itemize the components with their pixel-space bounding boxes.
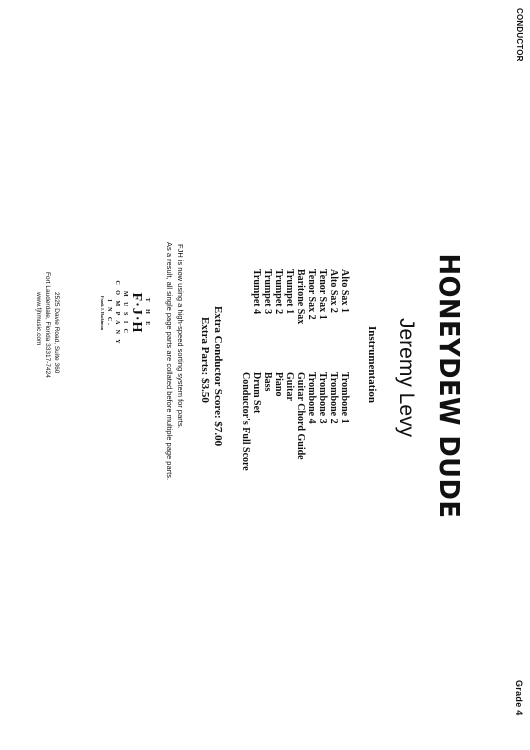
instrument-item: Trumpet 4	[251, 269, 262, 315]
instrument-item: Alto Sax 1	[339, 269, 350, 313]
instrument-item: Piano	[273, 372, 284, 397]
grade-label: Grade 4	[514, 680, 524, 716]
logo-the: T H E	[144, 297, 150, 329]
instrument-item: Conductor's Full Score	[240, 372, 251, 471]
logo-inc: I N C.	[106, 299, 112, 327]
instrument-item: Drum Set	[251, 372, 262, 414]
instrument-item: Bass	[262, 372, 273, 392]
publisher-street: 2525 Davie Road, Suite 360	[53, 292, 60, 374]
extra-score-price: Extra Conductor Score: $7.00	[212, 306, 224, 447]
logo-company: C O M P A N Y	[114, 280, 120, 346]
composer-name: Jeremy Levy	[395, 318, 418, 438]
instrument-item: Trumpet 1	[284, 269, 295, 315]
instrumentation-heading: Instrumentation	[366, 326, 378, 404]
instrument-item: Trombone 3	[317, 372, 328, 424]
sorting-note-line-2: As a result, all single page parts are collated before multiple page parts.	[165, 242, 174, 481]
instrument-item: Trombone 2	[328, 372, 339, 424]
logo-music: M U S I C	[122, 290, 128, 335]
instrument-item: Baritone Sax	[295, 269, 306, 325]
instrument-item: Guitar	[284, 372, 295, 401]
conductor-label: CONDUCTOR	[515, 8, 524, 62]
sorting-note-line-1: FJH is now using a high-speed sorting system for parts.	[176, 244, 185, 429]
instrument-list-left	[251, 269, 350, 324]
extra-parts-price: Extra Parts: $3.50	[199, 317, 211, 403]
instrument-item: Tenor Sax 2	[306, 269, 317, 320]
instrument-item: Trombone 1	[339, 372, 350, 424]
instrument-item: Guitar Chord Guide	[295, 372, 306, 460]
instrument-item: Trombone 4	[306, 372, 317, 424]
publisher-website: www.fjhmusic.com	[35, 292, 42, 346]
instrument-item: Trumpet 3	[262, 269, 273, 315]
instrument-item: Tenor Sax 1	[317, 269, 328, 320]
instrument-item: Trumpet 2	[273, 269, 284, 315]
publisher-logo	[80, 278, 150, 348]
publisher-city: Fort Lauderdale, Florida 33317-7424	[44, 272, 51, 378]
logo-founder: Frank J. Hackinson	[100, 296, 105, 330]
instrument-item: Alto Sax 2	[328, 269, 339, 313]
instrument-list-right	[240, 372, 350, 471]
piece-title: HONEYDEW DUDE	[433, 253, 466, 519]
logo-fjh: F·J·H	[129, 292, 144, 334]
